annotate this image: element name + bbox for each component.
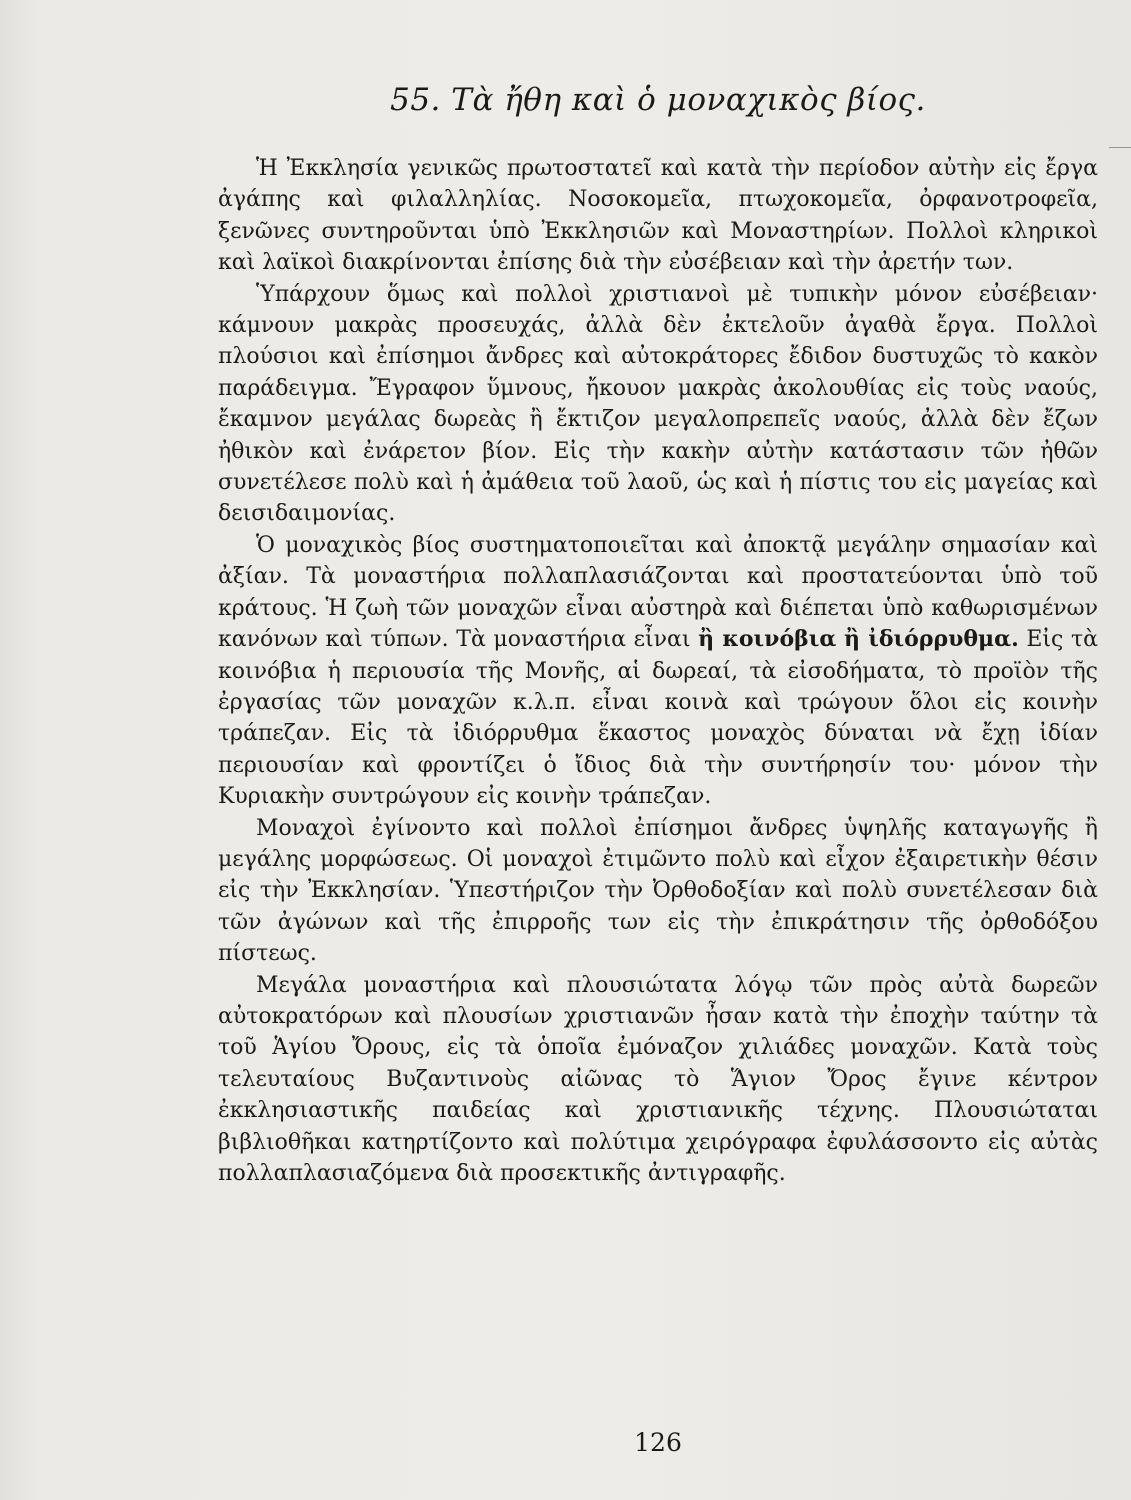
paragraph-5: Μεγάλα μοναστήρια καὶ πλουσιώτατα λόγῳ τῶν πρὸς αὐτὰ δωρεῶν αὐτοκρατόρων καὶ πλουσίων χριστιανῶν ἦσαν κατὰ τὴν ἐποχὴν ταύτην τὰ τοῦ Ἁγίου Ὄρους, εἰς τὰ ὁποῖα ἐμόναζον χιλιάδες μοναχῶν. Κατὰ τοὺς τελευταίους Βυζαντινοὺς αἰῶνας τὸ Ἅγιον Ὄρος ἔγινε κέντρον ἐκκλησιαστικῆς παιδείας καὶ χριστιανικῆς τέχνης. Πλουσιώταται βιβλιοθῆκαι κατηρτίζοντο καὶ πολύτιμα χειρόγραφα ἐφυλάσσοντο εἰς αὐτὰς πολλαπλασιαζόμενα διὰ προσεκτικῆς ἀντιγραφῆς.	[218, 972, 1098, 1186]
paragraph-3-text-middle	[836, 627, 844, 652]
margin-rule	[1109, 147, 1131, 148]
paragraph-2: Ὑπάρχουν ὅμως καὶ πολλοὶ χριστιανοὶ μὲ τυπικὴν μόνον εὐσέβειαν· κάμνουν μακρὰς προσευχάς, ἀλλὰ δὲν ἐκτελοῦν ἀγαθὰ ἔργα. Πολλοὶ πλούσιοι καὶ ἐπίσημοι ἄνδρες καὶ αὐτοκράτορες ἔδιδον δυστυχῶς τὸ κακὸν παράδειγμα. Ἔγραφον ὕμνους, ἤκουον μακρὰς ἀκολουθίας εἰς τοὺς ναούς, ἔκαμνον μεγάλας δωρεὰς ἢ ἔκτιζον μεγαλοπρεπεῖς ναούς, ἀλλὰ δὲν ἔζων ἠθικὸν καὶ ἐνάρετον βίον. Εἰς τὴν κακὴν αὐτὴν κατάστασιν τῶν ἠθῶν συνετέλεσε πολὺ καὶ ἡ ἀμάθεια τοῦ λαοῦ, ὡς καὶ ἡ πίστις του εἰς μαγείας καὶ δεισιδαιμονίας.	[218, 281, 1098, 527]
paragraph-3-text-before: Ὁ μοναχικὸς βίος συστηματοποιεῖται καὶ ἀποκτᾷ μεγάλην σημασίαν καὶ ἀξίαν. Τὰ μοναστήρια πολλαπλασιάζονται καὶ προστατεύονται ὑπὸ τοῦ κράτους. Ἡ ζωὴ τῶν μοναχῶν εἶναι αὐστηρὰ καὶ διέπεται ὑπὸ καθωρισμένων κανόνων καὶ τύπων. Τὰ μοναστήρια εἶναι	[218, 532, 1098, 653]
term-koinovia: ἢ κοινόβια	[698, 626, 837, 653]
page-number: 126	[634, 1428, 682, 1457]
paragraph-3-text-after: Εἰς τὰ κοινόβια ἡ περιουσία τῆς Μονῆς, αἱ δωρεαί, τὰ εἰσοδήματα, τὸ προϊὸν τῆς ἐργασίας τῶν μοναχῶν κ.λ.π. εἶναι κοινὰ καὶ τρώγουν ὅλοι εἰς κοινὴν τράπεζαν. Εἰς τὰ ἰδιόρρυθμα ἕκαστος μοναχὸς δύναται νὰ ἔχῃ ἰδίαν περιουσίαν καὶ φροντίζει ὁ ἴδιος διὰ τὴν συντήρησίν του· μόνον τὴν Κυριακὴν συντρώγουν εἰς κοινὴν τράπεζαν.	[218, 627, 1099, 810]
term-idiorrythma: ἢ ἰδιόρρυθμα.	[843, 626, 1019, 653]
paragraph-3	[218, 530, 1098, 813]
body-text	[218, 153, 1098, 1189]
paragraph-4: Μοναχοὶ ἐγίνοντο καὶ πολλοὶ ἐπίσημοι ἄνδρες ὑψηλῆς καταγωγῆς ἢ μεγάλης μορφώσεως. Οἱ μοναχοὶ ἐτιμῶντο πολὺ καὶ εἶχον ἐξαιρετικὴν θέσιν εἰς τὴν Ἐκκλησίαν. Ὑπεστήριζον τὴν Ὀρθοδοξίαν καὶ πολὺ συνετέλεσαν διὰ τῶν ἀγώνων καὶ τῆς ἐπιρροῆς των εἰς τὴν ἐπικράτησιν τῆς ὀρθοδόξου πίστεως.	[218, 815, 1098, 967]
paragraph-1: Ἡ Ἐκκλησία γενικῶς πρωτοστατεῖ καὶ κατὰ τὴν περίοδον αὐτὴν εἰς ἔργα ἀγάπης καὶ φιλαλληλίας. Νοσοκομεῖα, πτωχοκομεῖα, ὀρφανοτροφεῖα, ξενῶνες συντηροῦνται ὑπὸ Ἐκκλησιῶν καὶ Μοναστηρίων. Πολλοὶ κληρικοὶ καὶ λαϊκοὶ διακρίνονται ἐπίσης διὰ τὴν εὐσέβειαν καὶ τὴν ἀρετήν των.	[218, 156, 1098, 276]
chapter-title: 55. Τὰ ἤθη καὶ ὁ μοναχικὸς βίος.	[390, 82, 926, 118]
